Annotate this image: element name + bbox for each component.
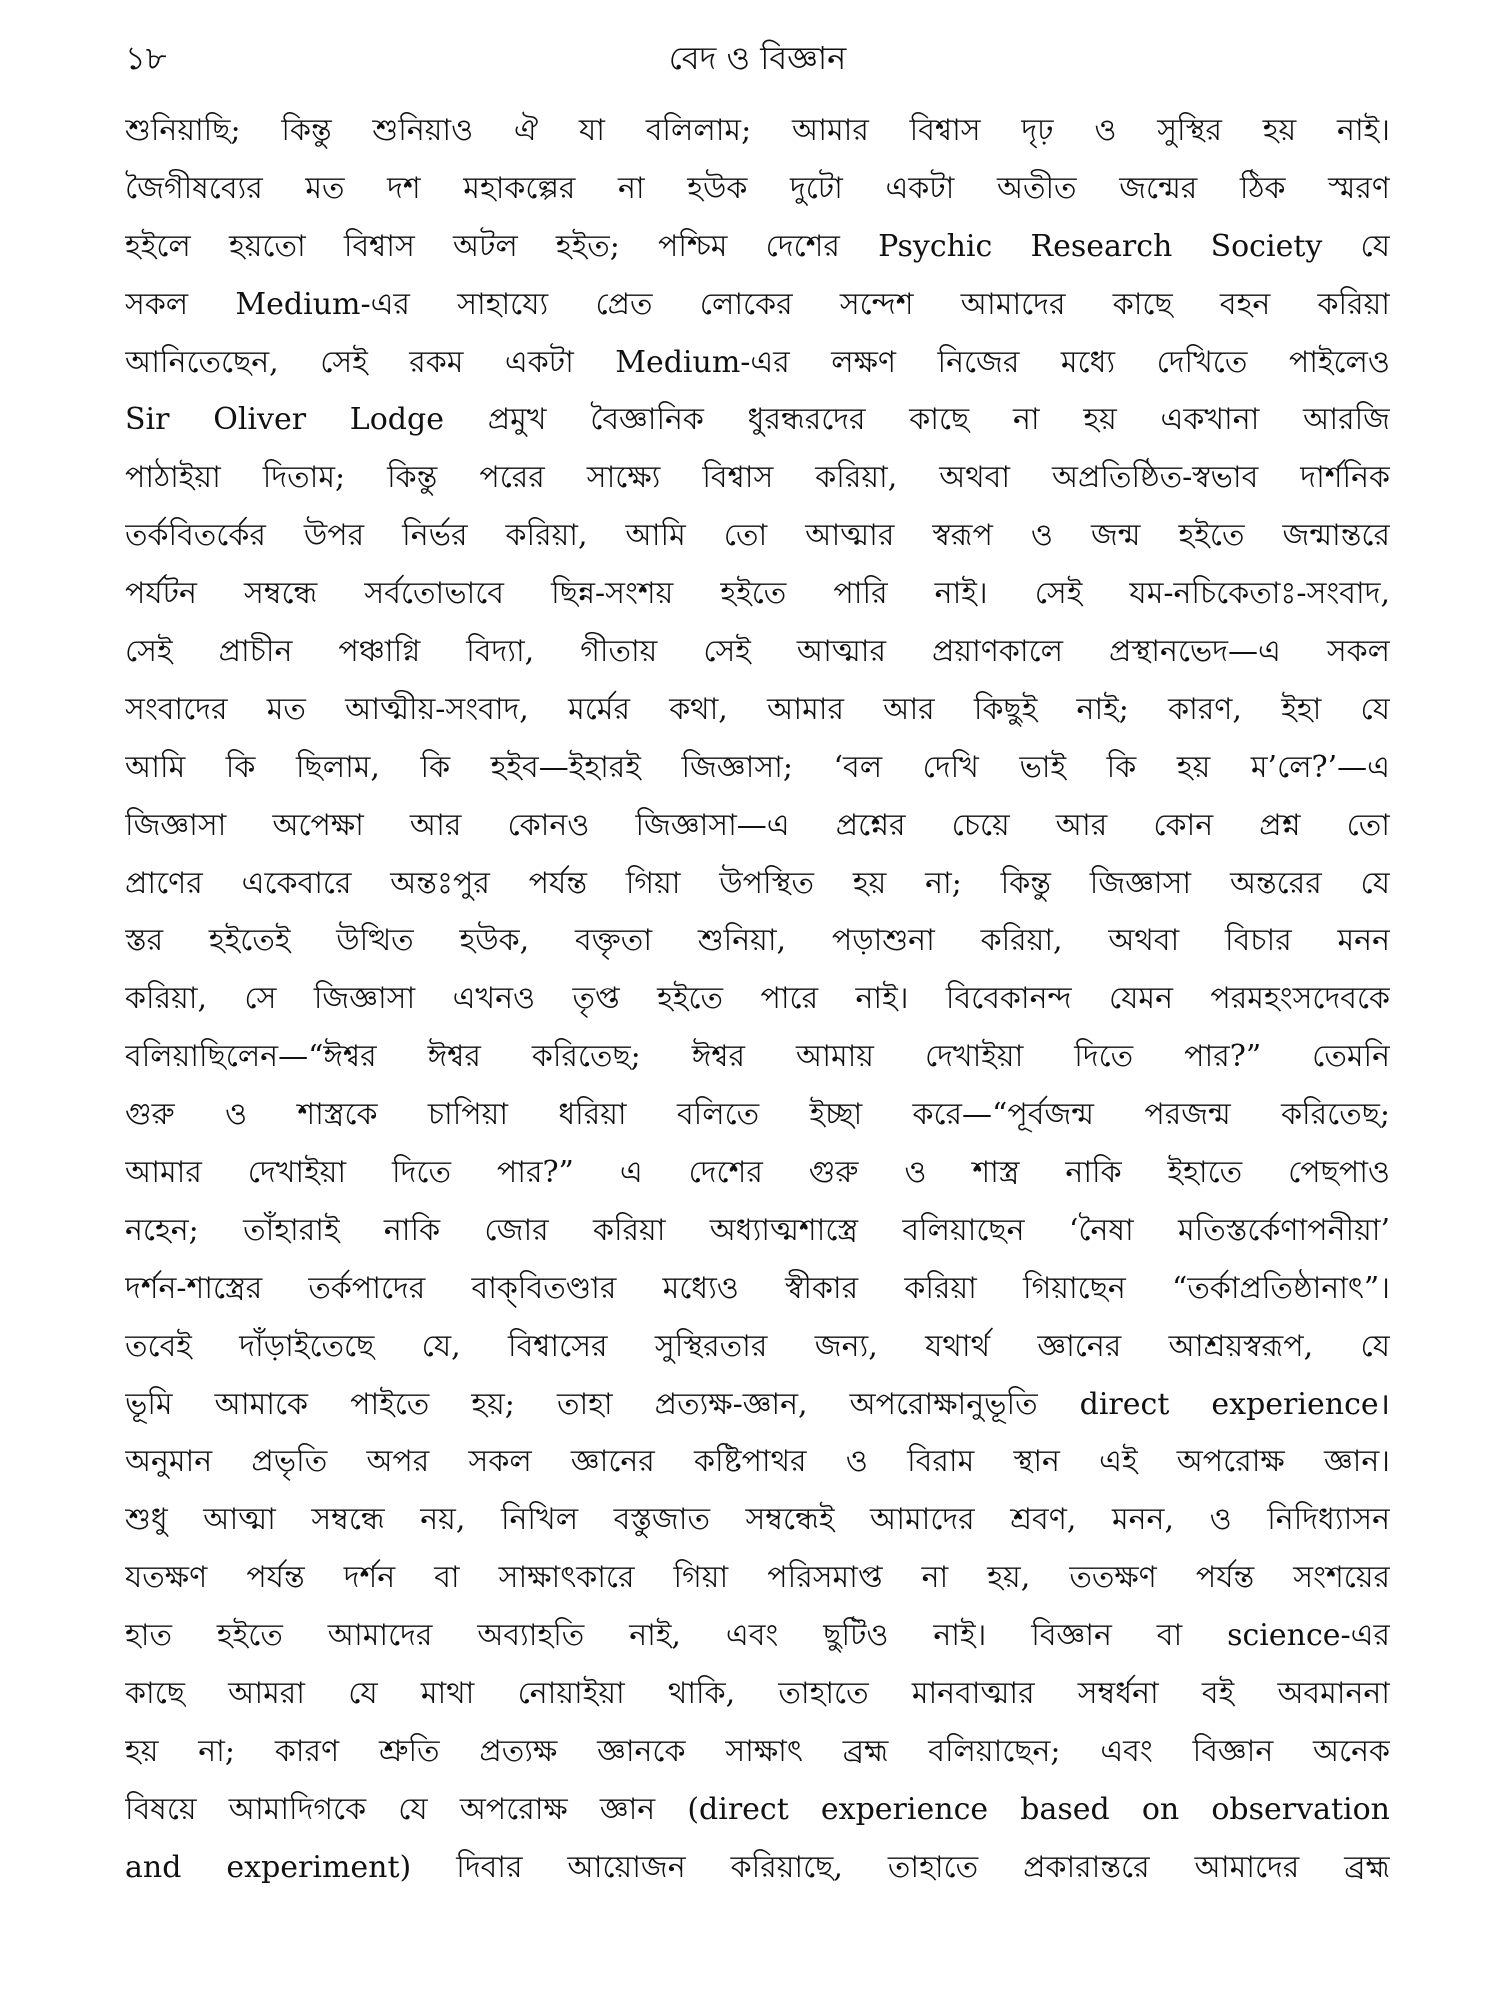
text-line: আনিতেছেন, সেই রকম একটা Medium-এর লক্ষণ নিজের মধ্যে দেখিতে পাইলেও [125, 344, 1390, 380]
page-header [125, 34, 1390, 82]
page-number: ১৮ [125, 39, 167, 77]
text-line: নহেন; তাঁহারাই নাকি জোর করিয়া অধ্যাত্মশাস্ত্রে বলিয়াছেন ‘নৈষা মতিস্তর্কেণাপনীয়া’ [125, 1212, 1390, 1248]
text-line: গুরু ও শাস্ত্রকে চাপিয়া ধরিয়া বলিতে ইচ্ছা করে—“পূর্বজন্ম পরজন্ম করিতেছ; [125, 1097, 1390, 1133]
text-line: তর্কবিতর্কের উপর নির্ভর করিয়া, আমি তো আত্মার স্বরূপ ও জন্ম হইতে জন্মান্তরে [125, 518, 1390, 554]
text-line: পর্যটন সম্বন্ধে সর্বতোভাবে ছিন্ন-সংশয় হইতে পারি নাই। সেই যম-নচিকেতাঃ-সংবাদ, [125, 576, 1390, 612]
text-line: আমার দেখাইয়া দিতে পার?” এ দেশের গুরু ও শাস্ত্র নাকি ইহাতে পেছপাও [125, 1155, 1390, 1191]
text-line: হাত হইতে আমাদের অব্যাহতি নাই, এবং ছুটিও নাই। বিজ্ঞান বা science-এর [125, 1618, 1390, 1654]
text-line: জিজ্ঞাসা অপেক্ষা আর কোনও জিজ্ঞাসা—এ প্রশ্নের চেয়ে আর কোন প্রশ্ন তো [125, 807, 1390, 843]
text-line: জৈগীষব্যের মত দশ মহাকল্পের না হউক দুটো একটা অতীত জন্মের ঠিক স্মরণ [125, 170, 1390, 206]
text-line: শুনিয়াছি; কিন্তু শুনিয়াও ঐ যা বলিলাম; আমার বিশ্বাস দৃঢ় ও সুস্থির হয় নাই। [125, 113, 1390, 148]
text-line: and experiment) দিবার আয়োজন করিয়াছে, তাহাতে প্রকারান্তরে আমাদের ব্রহ্ম [125, 1849, 1390, 1885]
text-line: দর্শন-শাস্ত্রের তর্কপাদের বাক্‌বিতণ্ডার মধ্যেও স্বীকার করিয়া গিয়াছেন “তর্কাপ্রতিষ্ঠানাৎ”। [125, 1270, 1390, 1306]
text-line: সকল Medium-এর সাহায্যে প্রেত লোকের সন্দেশ আমাদের কাছে বহন করিয়া [125, 286, 1390, 322]
text-line: স্তর হইতেই উত্থিত হউক, বক্তৃতা শুনিয়া, পড়াশুনা করিয়া, অথবা বিচার মনন [125, 923, 1390, 959]
text-line: Sir Oliver Lodge প্রমুখ বৈজ্ঞানিক ধুরন্ধরদের কাছে না হয় একখানা আরজি [125, 402, 1390, 438]
text-line: সেই প্রাচীন পঞ্চাগ্নি বিদ্যা, গীতায় সেই আত্মার প্রয়াণকালে প্রস্থানভেদ—এ সকল [125, 634, 1390, 670]
text-line: পাঠাইয়া দিতাম; কিন্তু পরের সাক্ষ্যে বিশ্বাস করিয়া, অথবা অপ্রতিষ্ঠিত-স্বভাব দার্শনিক [125, 460, 1390, 496]
text-line: আমি কি ছিলাম, কি হইব—ইহারই জিজ্ঞাসা; ‘বল দেখি ভাই কি হয় ম’লে?’—এ [125, 749, 1390, 785]
text-line: হয় না; কারণ শ্রুতি প্রত্যক্ষ জ্ঞানকে সাক্ষাৎ ব্রহ্ম বলিয়াছেন; এবং বিজ্ঞান অনেক [125, 1733, 1390, 1769]
running-title: বেদ ও বিজ্ঞান [668, 39, 847, 77]
text-line: বলিয়াছিলেন—“ঈশ্বর ঈশ্বর করিতেছ; ঈশ্বর আমায় দেখাইয়া দিতে পার?” তেমনি [125, 1039, 1390, 1075]
body-text [125, 102, 1390, 1972]
text-line: কাছে আমরা যে মাথা নোয়াইয়া থাকি, তাহাতে মানবাত্মার সম্বর্ধনা বই অবমাননা [125, 1676, 1390, 1712]
text-line: তবেই দাঁড়াইতেছে যে, বিশ্বাসের সুস্থিরতার জন্য, যথার্থ জ্ঞানের আশ্রয়স্বরূপ, যে [125, 1328, 1390, 1364]
text-line: করিয়া, সে জিজ্ঞাসা এখনও তৃপ্ত হইতে পারে নাই। বিবেকানন্দ যেমন পরমহংসদেবকে [125, 981, 1390, 1017]
text-line: প্রাণের একেবারে অন্তঃপুর পর্যন্ত গিয়া উপস্থিত হয় না; কিন্তু জিজ্ঞাসা অন্তরের যে [125, 865, 1390, 901]
text-line: ভূমি আমাকে পাইতে হয়; তাহা প্রত্যক্ষ-জ্ঞান, অপরোক্ষানুভূতি direct experience। [125, 1386, 1390, 1422]
text-line: অনুমান প্রভৃতি অপর সকল জ্ঞানের কষ্টিপাথর ও বিরাম স্থান এই অপরোক্ষ জ্ঞান। [125, 1444, 1390, 1480]
text-line: হইলে হয়তো বিশ্বাস অটল হইত; পশ্চিম দেশের Psychic Research Society যে [125, 228, 1390, 264]
text-line: বিষয়ে আমাদিগকে যে অপরোক্ষ জ্ঞান (direct experience based on observation [125, 1791, 1390, 1827]
text-line: সংবাদের মত আত্মীয়-সংবাদ, মর্মের কথা, আমার আর কিছুই নাই; কারণ, ইহা যে [125, 691, 1390, 727]
text-line: শুধু আত্মা সম্বন্ধে নয়, নিখিল বস্তুজাত সম্বন্ধেই আমাদের শ্রবণ, মনন, ও নিদিধ্যাসন [125, 1502, 1390, 1538]
text-line: যতক্ষণ পর্যন্ত দর্শন বা সাক্ষাৎকারে গিয়া পরিসমাপ্ত না হয়, ততক্ষণ পর্যন্ত সংশয়ের [125, 1560, 1390, 1596]
